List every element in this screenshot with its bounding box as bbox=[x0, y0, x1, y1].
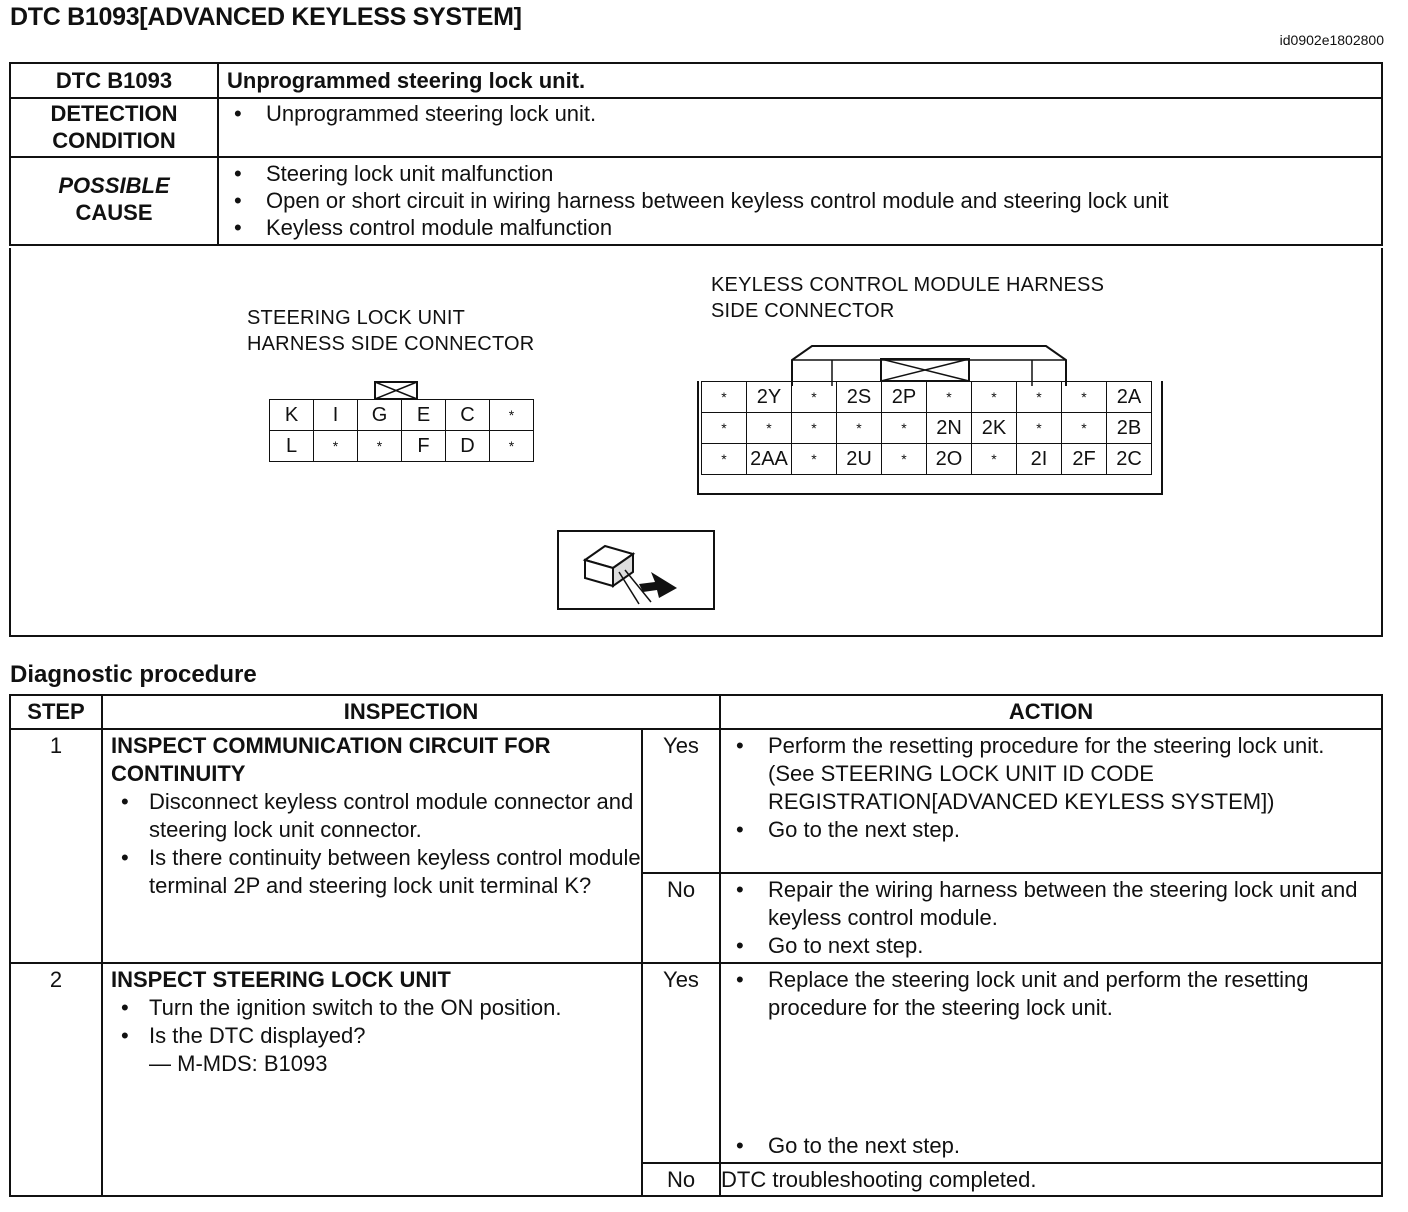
keyless-control-module-connector bbox=[701, 381, 1152, 475]
terminal-cell: 2I bbox=[1017, 444, 1062, 475]
list-item: • Perform the resetting procedure for the steering lock unit. (See STEERING LOCK UNIT ID CODE REGISTRATION[ADVANCED KEYLESS SYSTEM]) bbox=[721, 732, 1381, 816]
terminal-cell: * bbox=[792, 382, 837, 413]
yes-label: Yes bbox=[642, 729, 720, 873]
terminal-cell: * bbox=[702, 444, 747, 475]
terminal-cell: C bbox=[446, 400, 490, 431]
list-item: • Go to the next step. bbox=[721, 816, 1381, 844]
terminal-cell: 2AA bbox=[747, 444, 792, 475]
inspection-cell bbox=[102, 729, 642, 963]
terminal-cell: * bbox=[314, 431, 358, 462]
connector-diagram bbox=[9, 248, 1383, 637]
terminal-cell: F bbox=[402, 431, 446, 462]
terminal-cell: * bbox=[702, 413, 747, 444]
step-number: 2 bbox=[10, 963, 102, 1196]
list-item: • Turn the ignition switch to the ON position. bbox=[111, 994, 641, 1022]
list-item: • Is there continuity between keyless control module terminal 2P and steering lock unit terminal K? bbox=[111, 844, 641, 900]
terminal-cell: 2C bbox=[1107, 444, 1152, 475]
action-cell bbox=[720, 729, 1382, 873]
dtc-label: DTC B1093 bbox=[10, 63, 218, 98]
list-item: • Keyless control module malfunction bbox=[219, 214, 1381, 241]
terminal-cell: 2U bbox=[837, 444, 882, 475]
probe-icon bbox=[559, 532, 713, 608]
document-id: id0902e1802800 bbox=[1279, 32, 1384, 48]
terminal-cell: * bbox=[1017, 413, 1062, 444]
terminal-cell: 2A bbox=[1107, 382, 1152, 413]
list-item: • Replace the steering lock unit and perform the resetting procedure for the steering lock unit. bbox=[721, 966, 1381, 1022]
action-cell: DTC troubleshooting completed. bbox=[720, 1163, 1382, 1196]
terminal-cell: * bbox=[927, 382, 972, 413]
steering-connector-latch-icon bbox=[374, 381, 418, 401]
terminal-cell: 2B bbox=[1107, 413, 1152, 444]
detection-label: DETECTION CONDITION bbox=[10, 98, 218, 157]
steering-lock-connector bbox=[269, 399, 534, 462]
step-number: 1 bbox=[10, 729, 102, 963]
list-item: • Go to next step. bbox=[721, 932, 1381, 960]
no-label: No bbox=[642, 873, 720, 963]
action-cell bbox=[720, 963, 1382, 1163]
terminal-cell: * bbox=[490, 431, 534, 462]
terminal-cell: * bbox=[1062, 413, 1107, 444]
procedure-heading: Diagnostic procedure bbox=[10, 661, 257, 688]
column-header-inspection: INSPECTION bbox=[102, 695, 720, 729]
terminal-cell: * bbox=[792, 444, 837, 475]
terminal-cell: 2S bbox=[837, 382, 882, 413]
detection-condition bbox=[218, 98, 1382, 157]
no-label: No bbox=[642, 1163, 720, 1196]
terminal-cell: K bbox=[270, 400, 314, 431]
steering-connector-caption: STEERING LOCK UNIT HARNESS SIDE CONNECTOR bbox=[247, 307, 535, 355]
list-item: • Disconnect keyless control module connector and steering lock unit connector. bbox=[111, 788, 641, 844]
possible-cause bbox=[218, 157, 1382, 245]
terminal-cell: * bbox=[972, 382, 1017, 413]
terminal-cell: * bbox=[358, 431, 402, 462]
terminal-cell: * bbox=[882, 413, 927, 444]
terminal-cell: 2F bbox=[1062, 444, 1107, 475]
terminal-cell: 2K bbox=[972, 413, 1017, 444]
cause-label: POSSIBLE CAUSE bbox=[10, 157, 218, 245]
terminal-cell: 2N bbox=[927, 413, 972, 444]
inspection-cell bbox=[102, 963, 642, 1196]
inspection-title: INSPECT COMMUNICATION CIRCUIT FOR CONTINUITY bbox=[111, 733, 551, 786]
yes-label: Yes bbox=[642, 963, 720, 1163]
terminal-cell: * bbox=[972, 444, 1017, 475]
keyless-connector-caption: KEYLESS CONTROL MODULE HARNESS SIDE CONNECTOR bbox=[711, 274, 1105, 322]
terminal-cell: * bbox=[490, 400, 534, 431]
dtc-value: Unprogrammed steering lock unit. bbox=[218, 63, 1382, 98]
probe-illustration bbox=[557, 530, 715, 610]
terminal-cell: E bbox=[402, 400, 446, 431]
terminal-cell: 2P bbox=[882, 382, 927, 413]
terminal-cell: G bbox=[358, 400, 402, 431]
action-cell bbox=[720, 873, 1382, 963]
terminal-cell: * bbox=[702, 382, 747, 413]
terminal-cell: 2O bbox=[927, 444, 972, 475]
list-item: • Repair the wiring harness between the steering lock unit and keyless control module. bbox=[721, 876, 1381, 932]
terminal-cell: * bbox=[792, 413, 837, 444]
terminal-cell: 2Y bbox=[747, 382, 792, 413]
terminal-cell: * bbox=[837, 413, 882, 444]
list-item: • Is the DTC displayed? bbox=[111, 1022, 641, 1050]
terminal-cell: L bbox=[270, 431, 314, 462]
list-item: • Unprogrammed steering lock unit. bbox=[219, 100, 1381, 127]
list-item: • Open or short circuit in wiring harness between keyless control module and steering lock unit bbox=[219, 187, 1381, 214]
dtc-info-table bbox=[9, 62, 1383, 246]
column-header-step: STEP bbox=[10, 695, 102, 729]
mds-reference: — M-MDS: B1093 bbox=[149, 1051, 328, 1076]
list-item: • Steering lock unit malfunction bbox=[219, 160, 1381, 187]
terminal-cell: D bbox=[446, 431, 490, 462]
column-header-action: ACTION bbox=[720, 695, 1382, 729]
reference-note: (See STEERING LOCK UNIT ID CODE REGISTRATION[ADVANCED KEYLESS SYSTEM]) bbox=[768, 761, 1275, 814]
table-row bbox=[10, 729, 1382, 873]
terminal-cell: * bbox=[1017, 382, 1062, 413]
terminal-cell: * bbox=[747, 413, 792, 444]
inspection-title: INSPECT STEERING LOCK UNIT bbox=[111, 967, 451, 992]
list-item: • Go to the next step. bbox=[721, 1132, 1381, 1160]
terminal-cell: * bbox=[882, 444, 927, 475]
terminal-cell: * bbox=[1062, 382, 1107, 413]
table-row bbox=[10, 963, 1382, 1163]
terminal-cell: I bbox=[314, 400, 358, 431]
page-title: DTC B1093[ADVANCED KEYLESS SYSTEM] bbox=[10, 3, 522, 31]
diagnostic-procedure-table bbox=[9, 694, 1383, 1197]
